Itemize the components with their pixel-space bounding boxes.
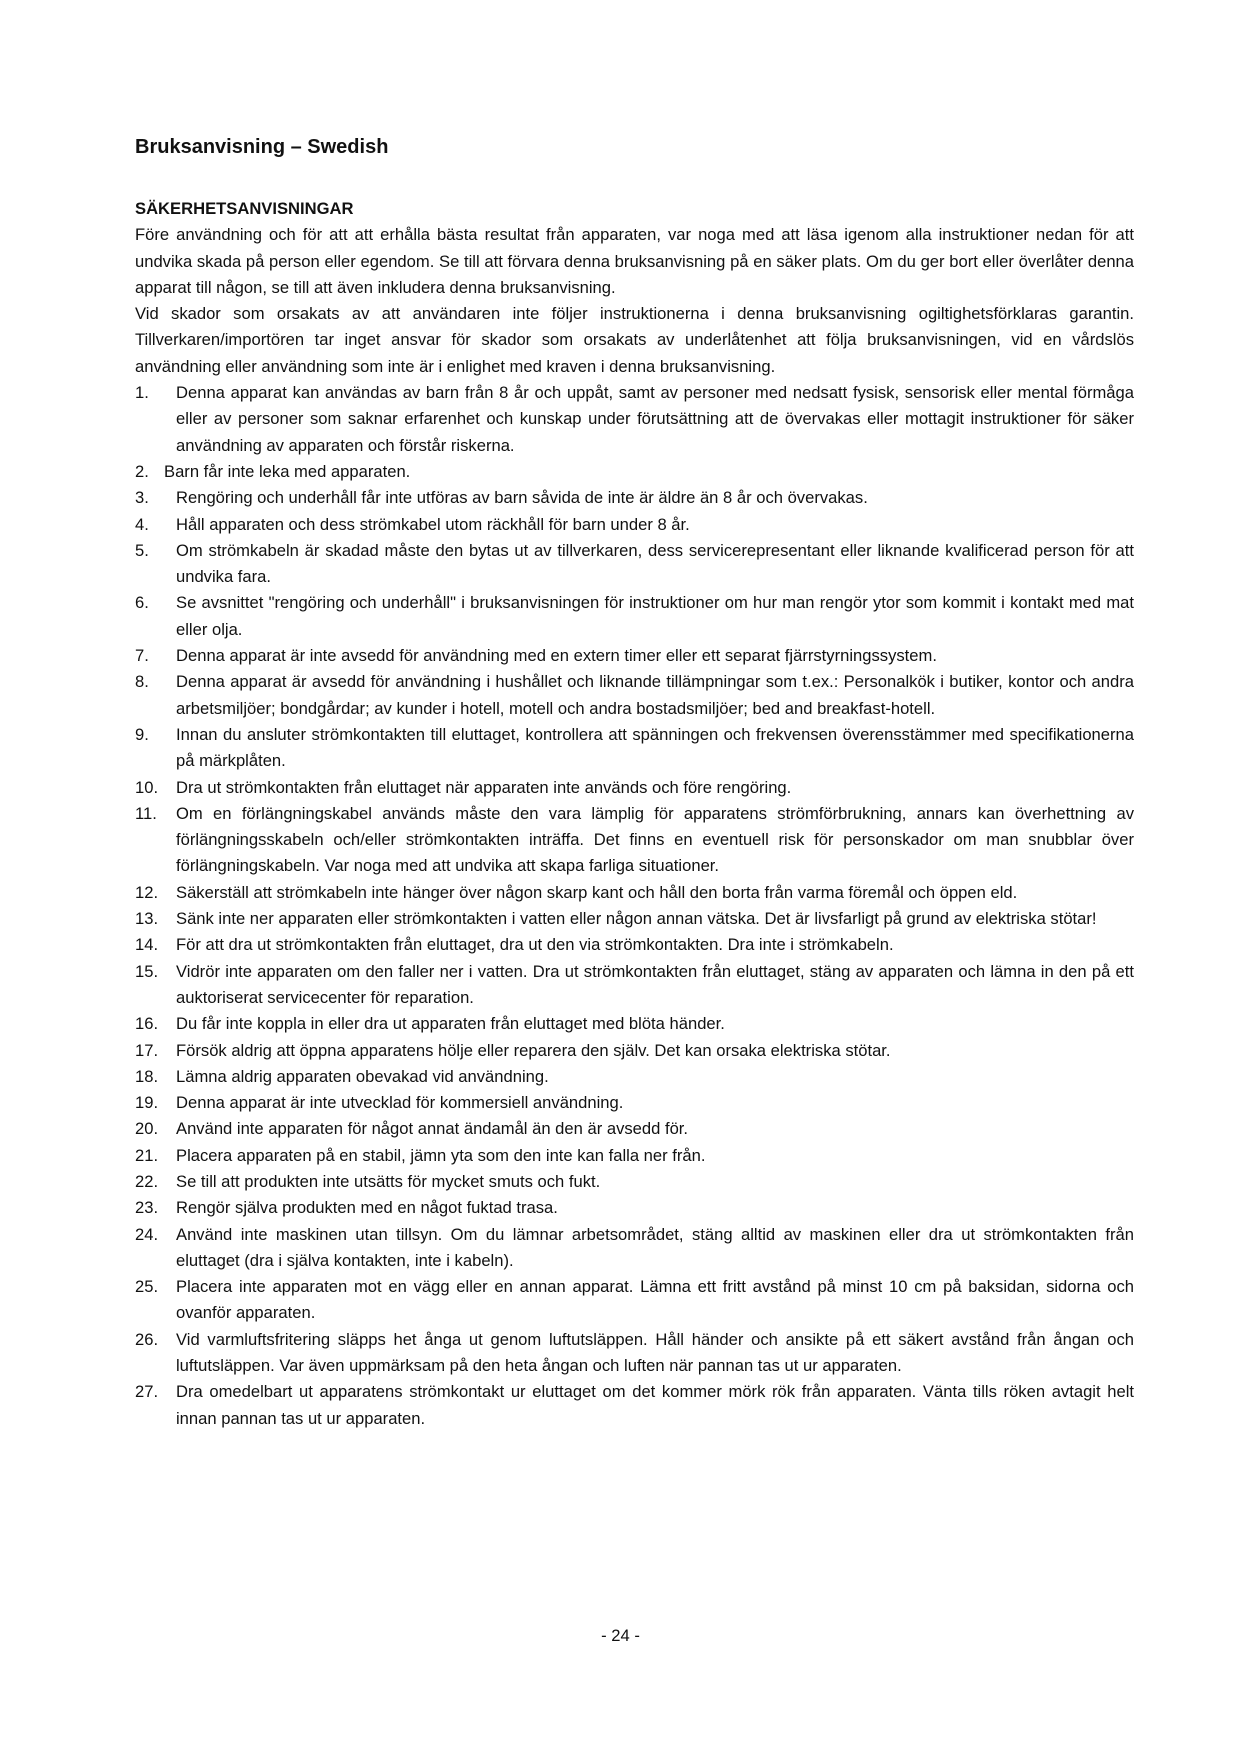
list-item bbox=[135, 801, 1134, 880]
list-item-text: Du får inte koppla in eller dra ut apparaten från eluttaget med blöta händer. bbox=[176, 1014, 725, 1034]
list-item bbox=[135, 459, 1134, 485]
list-item-number: 7. bbox=[135, 646, 149, 666]
list-item-text: Om strömkabeln är skadad måste den bytas ut av tillverkaren, dess servicerepresentant eller liknande kvalificerad person för att undvika fara. bbox=[176, 540, 1134, 587]
list-item-number: 11. bbox=[135, 803, 157, 823]
list-item-text: Vid varmluftsfritering släpps het ånga ut genom luftutsläppen. Håll händer och ansikte på ett säkert avstånd från ångan och luftutsläppen. Var även uppmärksam på den heta ångan och luften när pannan tas ut ur apparaten. bbox=[176, 1329, 1134, 1376]
warranty-paragraph: Vid skador som orsakats av att användaren inte följer instruktionerna i denna bruksanvisning ogiltighetsförklaras garantin. Tillverkaren/importören tar inget ansvar för skador som orsakats av underlåtenhet att följa bruksanvisningen, vid en vårdslös användning eller användning som inte är i enlighet med kraven i denna bruksanvisning. bbox=[135, 304, 1134, 376]
list-item bbox=[135, 643, 1134, 669]
list-item bbox=[135, 669, 1134, 722]
list-item-number: 25. bbox=[135, 1277, 159, 1297]
list-item-number: 23. bbox=[135, 1198, 159, 1218]
list-item-number: 21. bbox=[135, 1145, 159, 1165]
list-item bbox=[135, 1038, 1134, 1064]
list-item-text: Om en förlängningskabel används måste den vara lämplig för apparatens strömförbrukning, annars kan överhettning av förlängningsskabeln och/eller strömkontakten inträffa. Det finns en eventuell risk för personskador om man snubblar över förlängningskabeln. Var noga med att undvika att skapa farliga situationer. bbox=[176, 803, 1134, 876]
list-item-text: Rengöring och underhåll får inte utföras av barn såvida de inte är äldre än 8 år och övervakas. bbox=[176, 488, 868, 508]
list-item bbox=[135, 959, 1134, 1012]
list-item bbox=[135, 932, 1134, 958]
list-item bbox=[135, 1064, 1134, 1090]
section-heading: SÄKERHETSANVISNINGAR bbox=[135, 199, 354, 218]
list-item bbox=[135, 775, 1134, 801]
list-item bbox=[135, 1222, 1134, 1275]
list-item bbox=[135, 380, 1134, 459]
list-item-number: 13. bbox=[135, 909, 159, 929]
list-item-text: Placera apparaten på en stabil, jämn yta som den inte kan falla ner från. bbox=[176, 1145, 706, 1165]
list-item-number: 6. bbox=[135, 593, 149, 613]
list-item-number: 26. bbox=[135, 1329, 159, 1349]
list-item-text: Håll apparaten och dess strömkabel utom räckhåll för barn under 8 år. bbox=[176, 514, 690, 534]
list-item bbox=[135, 1327, 1134, 1380]
safety-rules-list bbox=[135, 380, 1134, 1432]
list-item bbox=[135, 1195, 1134, 1221]
list-item-text: Denna apparat kan användas av barn från 8 år och uppåt, samt av personer med nedsatt fysisk, sensorisk eller mental förmåga eller av personer som saknar erfarenhet och kunskap under förutsättning att de övervakas eller mottagit instruktioner för säker användning av apparaten och förstår riskerna. bbox=[176, 383, 1134, 455]
list-item-text: Denna apparat är inte avsedd för användning med en extern timer eller ett separat fjärrstyrningssystem. bbox=[176, 646, 937, 666]
list-item-text: Vidrör inte apparaten om den faller ner i vatten. Dra ut strömkontakten från eluttaget, stäng av apparaten och lämna in den på ett auktoriserat servicecenter för reparation. bbox=[176, 961, 1134, 1007]
list-item-number: 1. bbox=[135, 383, 149, 403]
list-item-number: 24. bbox=[135, 1224, 159, 1244]
list-item-number: 19. bbox=[135, 1093, 159, 1113]
list-item-number: 3. bbox=[135, 488, 149, 508]
list-item bbox=[135, 1169, 1134, 1195]
list-item-number: 12. bbox=[135, 882, 159, 902]
list-item-number: 17. bbox=[135, 1040, 159, 1060]
list-item-text: Rengör själva produkten med en något fuktad trasa. bbox=[176, 1198, 558, 1218]
list-item bbox=[135, 1379, 1134, 1432]
list-item bbox=[135, 1274, 1134, 1327]
list-item bbox=[135, 1011, 1134, 1037]
page-title: Bruksanvisning – Swedish bbox=[135, 136, 389, 158]
list-item-text: Denna apparat är avsedd för användning i hushållet och liknande tillämpningar som t.ex.: Personalkök i butiker, kontor och andra arbetsmiljöer; bondgårdar; av kunder i hotell, motell och andra bostadsmiljöer; bed and breakfast-hotell. bbox=[176, 672, 1134, 718]
list-item-number: 4. bbox=[135, 514, 149, 534]
list-item-number: 27. bbox=[135, 1382, 159, 1402]
document-body bbox=[135, 196, 1134, 1432]
list-item bbox=[135, 906, 1134, 932]
list-item-number: 8. bbox=[135, 672, 149, 692]
list-item-number: 14. bbox=[135, 935, 159, 955]
intro-paragraph: Före användning och för att att erhålla bästa resultat från apparaten, var noga med att läsa igenom alla instruktioner nedan för att undvika skada på person eller egendom. Se till att förvara denna bruksanvisning på en säker plats. Om du ger bort eller överlåter denna apparat till någon, se till att även inkludera denna bruksanvisning. bbox=[135, 225, 1134, 297]
list-item-text: Barn får inte leka med apparaten. bbox=[164, 461, 411, 481]
list-item bbox=[135, 1090, 1134, 1116]
list-item-number: 18. bbox=[135, 1066, 159, 1086]
list-item-number: 2. bbox=[135, 461, 149, 481]
list-item bbox=[135, 722, 1134, 775]
list-item-text: Säkerställ att strömkabeln inte hänger över någon skarp kant och håll den borta från varma föremål och öppen eld. bbox=[176, 882, 1018, 902]
list-item bbox=[135, 1143, 1134, 1169]
list-item-number: 15. bbox=[135, 961, 159, 981]
list-item-text: Dra omedelbart ut apparatens strömkontakt ur eluttaget om det kommer mörk rök från apparaten. Vänta tills röken avtagit helt innan pannan tas ut ur apparaten. bbox=[176, 1382, 1134, 1428]
list-item-text: Se till att produkten inte utsätts för mycket smuts och fukt. bbox=[176, 1171, 601, 1191]
list-item-text: Se avsnittet "rengöring och underhåll" i bruksanvisningen för instruktioner om hur man rengör ytor som kommit i kontakt med mat eller olja. bbox=[176, 593, 1134, 639]
list-item bbox=[135, 590, 1134, 643]
list-item-text: Dra ut strömkontakten från eluttaget när apparaten inte används och före rengöring. bbox=[176, 777, 792, 797]
list-item-text: Denna apparat är inte utvecklad för kommersiell användning. bbox=[176, 1093, 624, 1113]
list-item-number: 20. bbox=[135, 1119, 159, 1139]
list-item-text: Använd inte apparaten för något annat ändamål än den är avsedd för. bbox=[176, 1119, 689, 1139]
list-item-text: Försök aldrig att öppna apparatens hölje eller reparera den själv. Det kan orsaka elektriska stötar. bbox=[176, 1040, 891, 1060]
list-item bbox=[135, 512, 1134, 538]
list-item-text: Lämna aldrig apparaten obevakad vid användning. bbox=[176, 1066, 549, 1086]
list-item-number: 5. bbox=[135, 540, 149, 560]
list-item bbox=[135, 1116, 1134, 1142]
list-item bbox=[135, 538, 1134, 591]
list-item-number: 16. bbox=[135, 1014, 159, 1034]
page-number: - 24 - bbox=[601, 1626, 640, 1645]
list-item-number: 22. bbox=[135, 1171, 159, 1191]
list-item bbox=[135, 880, 1134, 906]
list-item-number: 9. bbox=[135, 724, 149, 744]
list-item-text: Innan du ansluter strömkontakten till eluttaget, kontrollera att spänningen och frekvensen överensstämmer med specifikationerna på märkplåten. bbox=[176, 724, 1134, 771]
list-item-text: Sänk inte ner apparaten eller strömkontakten i vatten eller någon annan vätska. Det är livsfarligt på grund av elektriska stötar! bbox=[176, 909, 1097, 929]
list-item-text: Använd inte maskinen utan tillsyn. Om du lämnar arbetsområdet, stäng alltid av maskinen eller dra ut strömkontakten från eluttaget (dra i själva kontakten, inte i kabeln). bbox=[176, 1224, 1134, 1270]
list-item-text: Placera inte apparaten mot en vägg eller en annan apparat. Lämna ett fritt avstånd på minst 10 cm på baksidan, sidorna och ovanför apparaten. bbox=[176, 1277, 1134, 1323]
list-item bbox=[135, 485, 1134, 511]
list-item-text: För att dra ut strömkontakten från eluttaget, dra ut den via strömkontakten. Dra inte i strömkabeln. bbox=[176, 935, 894, 955]
list-item-number: 10. bbox=[135, 777, 159, 797]
